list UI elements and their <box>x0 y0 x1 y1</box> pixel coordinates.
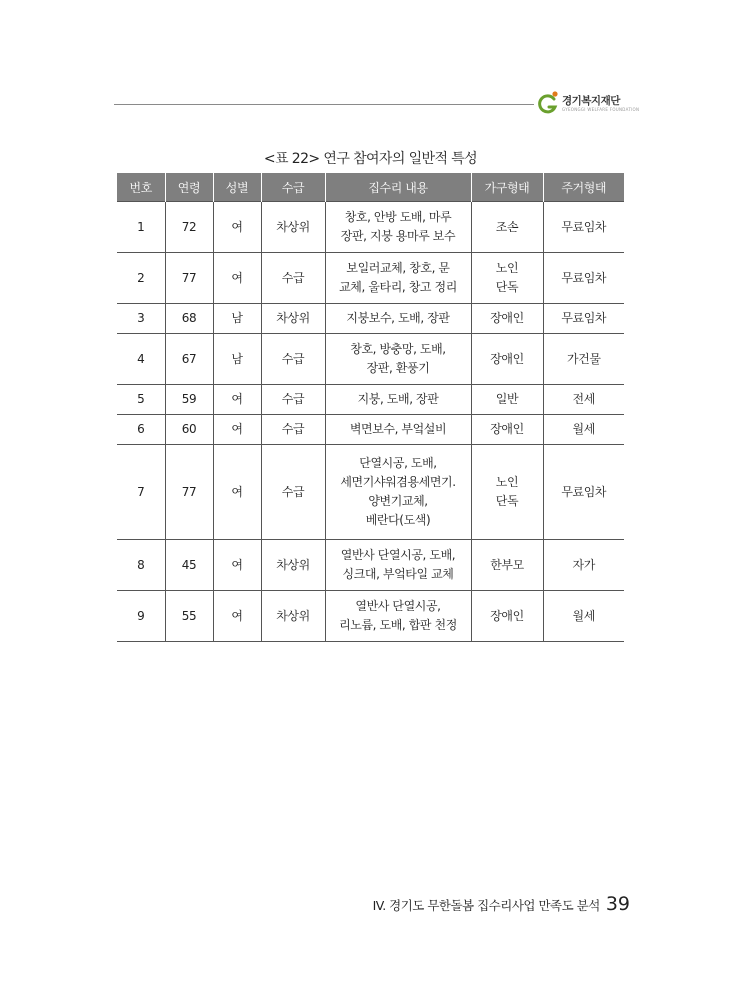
cell-sex: 여 <box>213 253 261 304</box>
cell-repair <box>325 540 471 591</box>
cell-repair <box>325 202 471 253</box>
table-row <box>117 334 624 385</box>
cell-household <box>471 591 543 642</box>
cell-household-line: 장애인 <box>490 351 524 366</box>
cell-age: 45 <box>165 540 213 591</box>
cell-housing: 무료임차 <box>543 253 624 304</box>
cell-repair-line: 지붕, 도배, 장판 <box>357 392 439 406</box>
cell-household-line: 단독 <box>495 280 519 294</box>
cell-household <box>471 540 543 591</box>
cell-housing: 전세 <box>543 385 624 415</box>
cell-number: 1 <box>117 202 165 253</box>
cell-sex: 여 <box>213 445 261 540</box>
cell-benefit: 차상위 <box>261 540 325 591</box>
cell-household-line: 장애인 <box>490 422 524 436</box>
col-header-housing: 주거형태 <box>543 173 624 202</box>
cell-age: 68 <box>165 304 213 334</box>
cell-repair-line: 장판, 환풍기 <box>366 361 430 375</box>
cell-age: 67 <box>165 334 213 385</box>
table-header-row <box>117 173 624 202</box>
cell-repair-line: 보일러교체, 창호, 문 <box>346 261 450 275</box>
table-row <box>117 591 624 642</box>
cell-repair-line: 교체, 울타리, 창고 정리 <box>339 280 457 294</box>
table-row <box>117 304 624 334</box>
cell-repair-line: 창호, 안방 도배, 마루 <box>344 210 452 224</box>
cell-household <box>471 415 543 445</box>
table-row <box>117 202 624 253</box>
cell-repair-line: 양변기교체, <box>368 494 428 508</box>
table-row <box>117 540 624 591</box>
cell-repair <box>325 415 471 445</box>
cell-housing: 무료임차 <box>543 202 624 253</box>
cell-repair-line: 지붕보수, 도배, 장판 <box>346 311 450 325</box>
cell-sex: 여 <box>213 415 261 445</box>
cell-benefit: 차상위 <box>261 202 325 253</box>
cell-household-line: 한부모 <box>490 557 524 572</box>
cell-benefit: 차상위 <box>261 304 325 334</box>
logo-org-name: 경기복지재단 <box>562 95 620 107</box>
cell-repair <box>325 334 471 385</box>
table-row <box>117 385 624 415</box>
cell-sex: 남 <box>213 334 261 385</box>
cell-number: 3 <box>117 304 165 334</box>
table-row <box>117 415 624 445</box>
cell-repair <box>325 445 471 540</box>
cell-housing: 월세 <box>543 591 624 642</box>
cell-household <box>471 304 543 334</box>
cell-housing: 월세 <box>543 415 624 445</box>
cell-sex: 여 <box>213 540 261 591</box>
cell-household <box>471 253 543 304</box>
cell-repair-line: 창호, 방충망, 도배, <box>350 342 446 356</box>
cell-age: 77 <box>165 253 213 304</box>
cell-benefit: 수급 <box>261 253 325 304</box>
cell-age: 72 <box>165 202 213 253</box>
foundation-logo <box>536 90 646 118</box>
cell-repair <box>325 253 471 304</box>
cell-number: 9 <box>117 591 165 642</box>
cell-number: 4 <box>117 334 165 385</box>
logo-org-subtitle: GYEONGGI WELFARE FOUNDATION <box>562 107 640 112</box>
col-header-age: 연령 <box>165 173 213 202</box>
col-header-household: 가구형태 <box>471 173 543 202</box>
cell-housing: 무료임차 <box>543 304 624 334</box>
cell-repair-line: 열반사 단열시공, 도배, <box>340 548 456 562</box>
cell-repair <box>325 304 471 334</box>
cell-sex: 여 <box>213 385 261 415</box>
cell-number: 7 <box>117 445 165 540</box>
cell-repair <box>325 385 471 415</box>
cell-household-line: 조손 <box>495 219 519 234</box>
cell-benefit: 수급 <box>261 415 325 445</box>
cell-sex: 여 <box>213 202 261 253</box>
table-title: <표 22> 연구 참여자의 일반적 특성 <box>263 151 478 167</box>
table-row <box>117 253 624 304</box>
cell-repair-line: 베란다(도색) <box>365 513 431 527</box>
cell-repair-line: 장판, 지붕 용마루 보수 <box>340 229 456 243</box>
cell-household-line: 노인 <box>495 475 519 489</box>
cell-benefit: 수급 <box>261 445 325 540</box>
cell-number: 5 <box>117 385 165 415</box>
page-number: 39 <box>605 893 630 915</box>
foundation-logo-icon <box>536 90 560 116</box>
cell-repair-line: 단열시공, 도배, <box>359 456 437 470</box>
cell-repair-line: 열반사 단열시공, <box>355 599 441 613</box>
cell-age: 60 <box>165 415 213 445</box>
cell-sex: 남 <box>213 304 261 334</box>
cell-repair-line: 세면기샤워겸용세면기. <box>340 475 456 489</box>
cell-household <box>471 202 543 253</box>
cell-age: 59 <box>165 385 213 415</box>
col-header-repair: 집수리 내용 <box>325 173 471 202</box>
cell-benefit: 차상위 <box>261 591 325 642</box>
cell-household-line: 장애인 <box>490 311 524 325</box>
cell-age: 55 <box>165 591 213 642</box>
cell-repair <box>325 591 471 642</box>
cell-household-line: 단독 <box>495 494 519 508</box>
cell-number: 8 <box>117 540 165 591</box>
cell-age: 77 <box>165 445 213 540</box>
col-header-benefit: 수급 <box>261 173 325 202</box>
cell-benefit: 수급 <box>261 334 325 385</box>
cell-repair-line: 싱크대, 부엌타일 교체 <box>342 567 454 581</box>
cell-household-line: 노인 <box>495 261 519 275</box>
cell-sex: 여 <box>213 591 261 642</box>
cell-repair-line: 벽면보수, 부엌설비 <box>349 422 447 436</box>
cell-household <box>471 385 543 415</box>
cell-household <box>471 445 543 540</box>
cell-repair-line: 리노륨, 도배, 합판 천정 <box>339 618 457 632</box>
participants-table <box>117 173 624 642</box>
cell-household-line: 장애인 <box>490 608 524 623</box>
cell-number: 6 <box>117 415 165 445</box>
table-body <box>117 202 624 642</box>
col-header-number: 번호 <box>117 173 165 202</box>
col-header-sex: 성별 <box>213 173 261 202</box>
cell-housing: 자가 <box>543 540 624 591</box>
cell-housing: 무료임차 <box>543 445 624 540</box>
footer-section-title: IV. 경기도 무한돌봄 집수리사업 만족도 분석 <box>372 898 600 913</box>
cell-household <box>471 334 543 385</box>
cell-housing: 가건물 <box>543 334 624 385</box>
cell-number: 2 <box>117 253 165 304</box>
page-footer <box>320 893 630 915</box>
table-row <box>117 445 624 540</box>
header-rule <box>114 104 534 105</box>
cell-household-line: 일반 <box>495 392 519 406</box>
cell-benefit: 수급 <box>261 385 325 415</box>
